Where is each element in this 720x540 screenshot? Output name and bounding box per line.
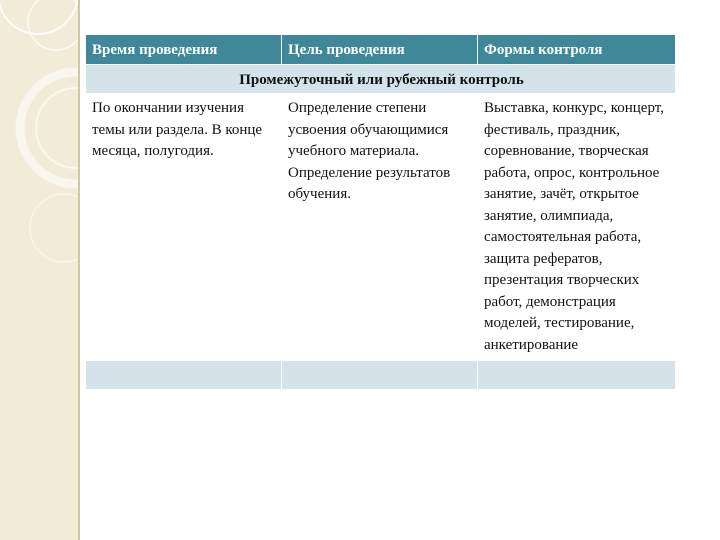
decorative-circles — [0, 0, 78, 540]
side-divider — [78, 0, 80, 540]
empty-cell-2 — [282, 361, 478, 390]
section-title-row — [86, 65, 676, 94]
header-time: Время проведения — [86, 35, 282, 65]
cell-forms: Выставка, конкурс, концерт, фестиваль, праздник, соревнование, творческая работа, опрос, контрольное занятие, зачёт, открытое занятие, олимпиада, самостоятельная работа, защита рефератов, презентация творческих работ, демонстрация моделей, тестирование, анкетирование — [478, 94, 676, 361]
decorative-side-panel — [0, 0, 78, 540]
header-forms: Формы контроля — [478, 35, 676, 65]
empty-cell-3 — [478, 361, 676, 390]
table-row — [86, 94, 676, 361]
section-title: Промежуточный или рубежный контроль — [86, 65, 676, 94]
cell-time: По окончании изучения темы или раздела. В конце месяца, полугодия. — [86, 94, 282, 361]
header-goal: Цель проведения — [282, 35, 478, 65]
empty-cell-1 — [86, 361, 282, 390]
control-forms-table — [85, 34, 676, 390]
table-header-row — [86, 35, 676, 65]
empty-row — [86, 361, 676, 390]
cell-goal: Определение степени усвоения обучающимися учебного материала. Определение результатов обучения. — [282, 94, 478, 361]
